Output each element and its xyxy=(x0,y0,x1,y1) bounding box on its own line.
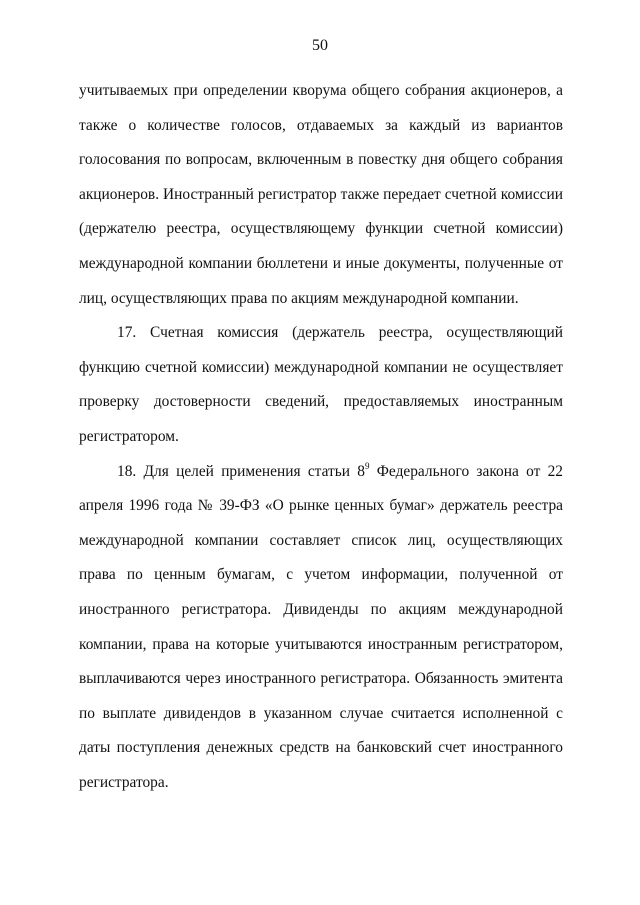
paragraph-18 xyxy=(79,455,563,801)
paragraph-17: 17. Счетная комиссия (держатель реестра, осуществляющий функцию счетной комиссии) международной компании не осуществляет проверку достоверности сведений, предоставляемых иностранным регистратором. xyxy=(79,324,563,445)
article-superscript: 9 xyxy=(364,460,370,471)
paragraph-continuation: учитываемых при определении кворума общего собрания акционеров, а также о количестве голосов, отдаваемых за каждый из вариантов голосования по вопросам, включенным в повестку дня общего собрания акционеров. Иностранный регистратор также передает счетной комиссии (держателю реестра, осуществляющему функции счетной комиссии) международной компании бюллетени и иные документы, полученные от лиц, осуществляющих права по акциям международной компании. xyxy=(79,82,563,307)
paragraph-18-start: 18. Для целей применения статьи 8 xyxy=(117,462,365,480)
page-number: 50 xyxy=(312,37,328,54)
paragraph-18-rest: Федерального закона от 22 апреля 1996 года № 39-ФЗ «О рынке ценных бумаг» держатель реестра международной компании составляет список лиц, осуществляющих права по ценным бумагам, с учетом информации, полученной от иностранного регистратора. Дивиденды по акциям международной компании, права на которые учитываются иностранным регистратором, выплачиваются через иностранного регистратора. Обязанность эмитента по выплате дивидендов в указанном случае считается исполненной с даты поступления денежных средств на банковский счет иностранного регистратора. xyxy=(79,462,563,791)
document-body xyxy=(79,74,563,800)
